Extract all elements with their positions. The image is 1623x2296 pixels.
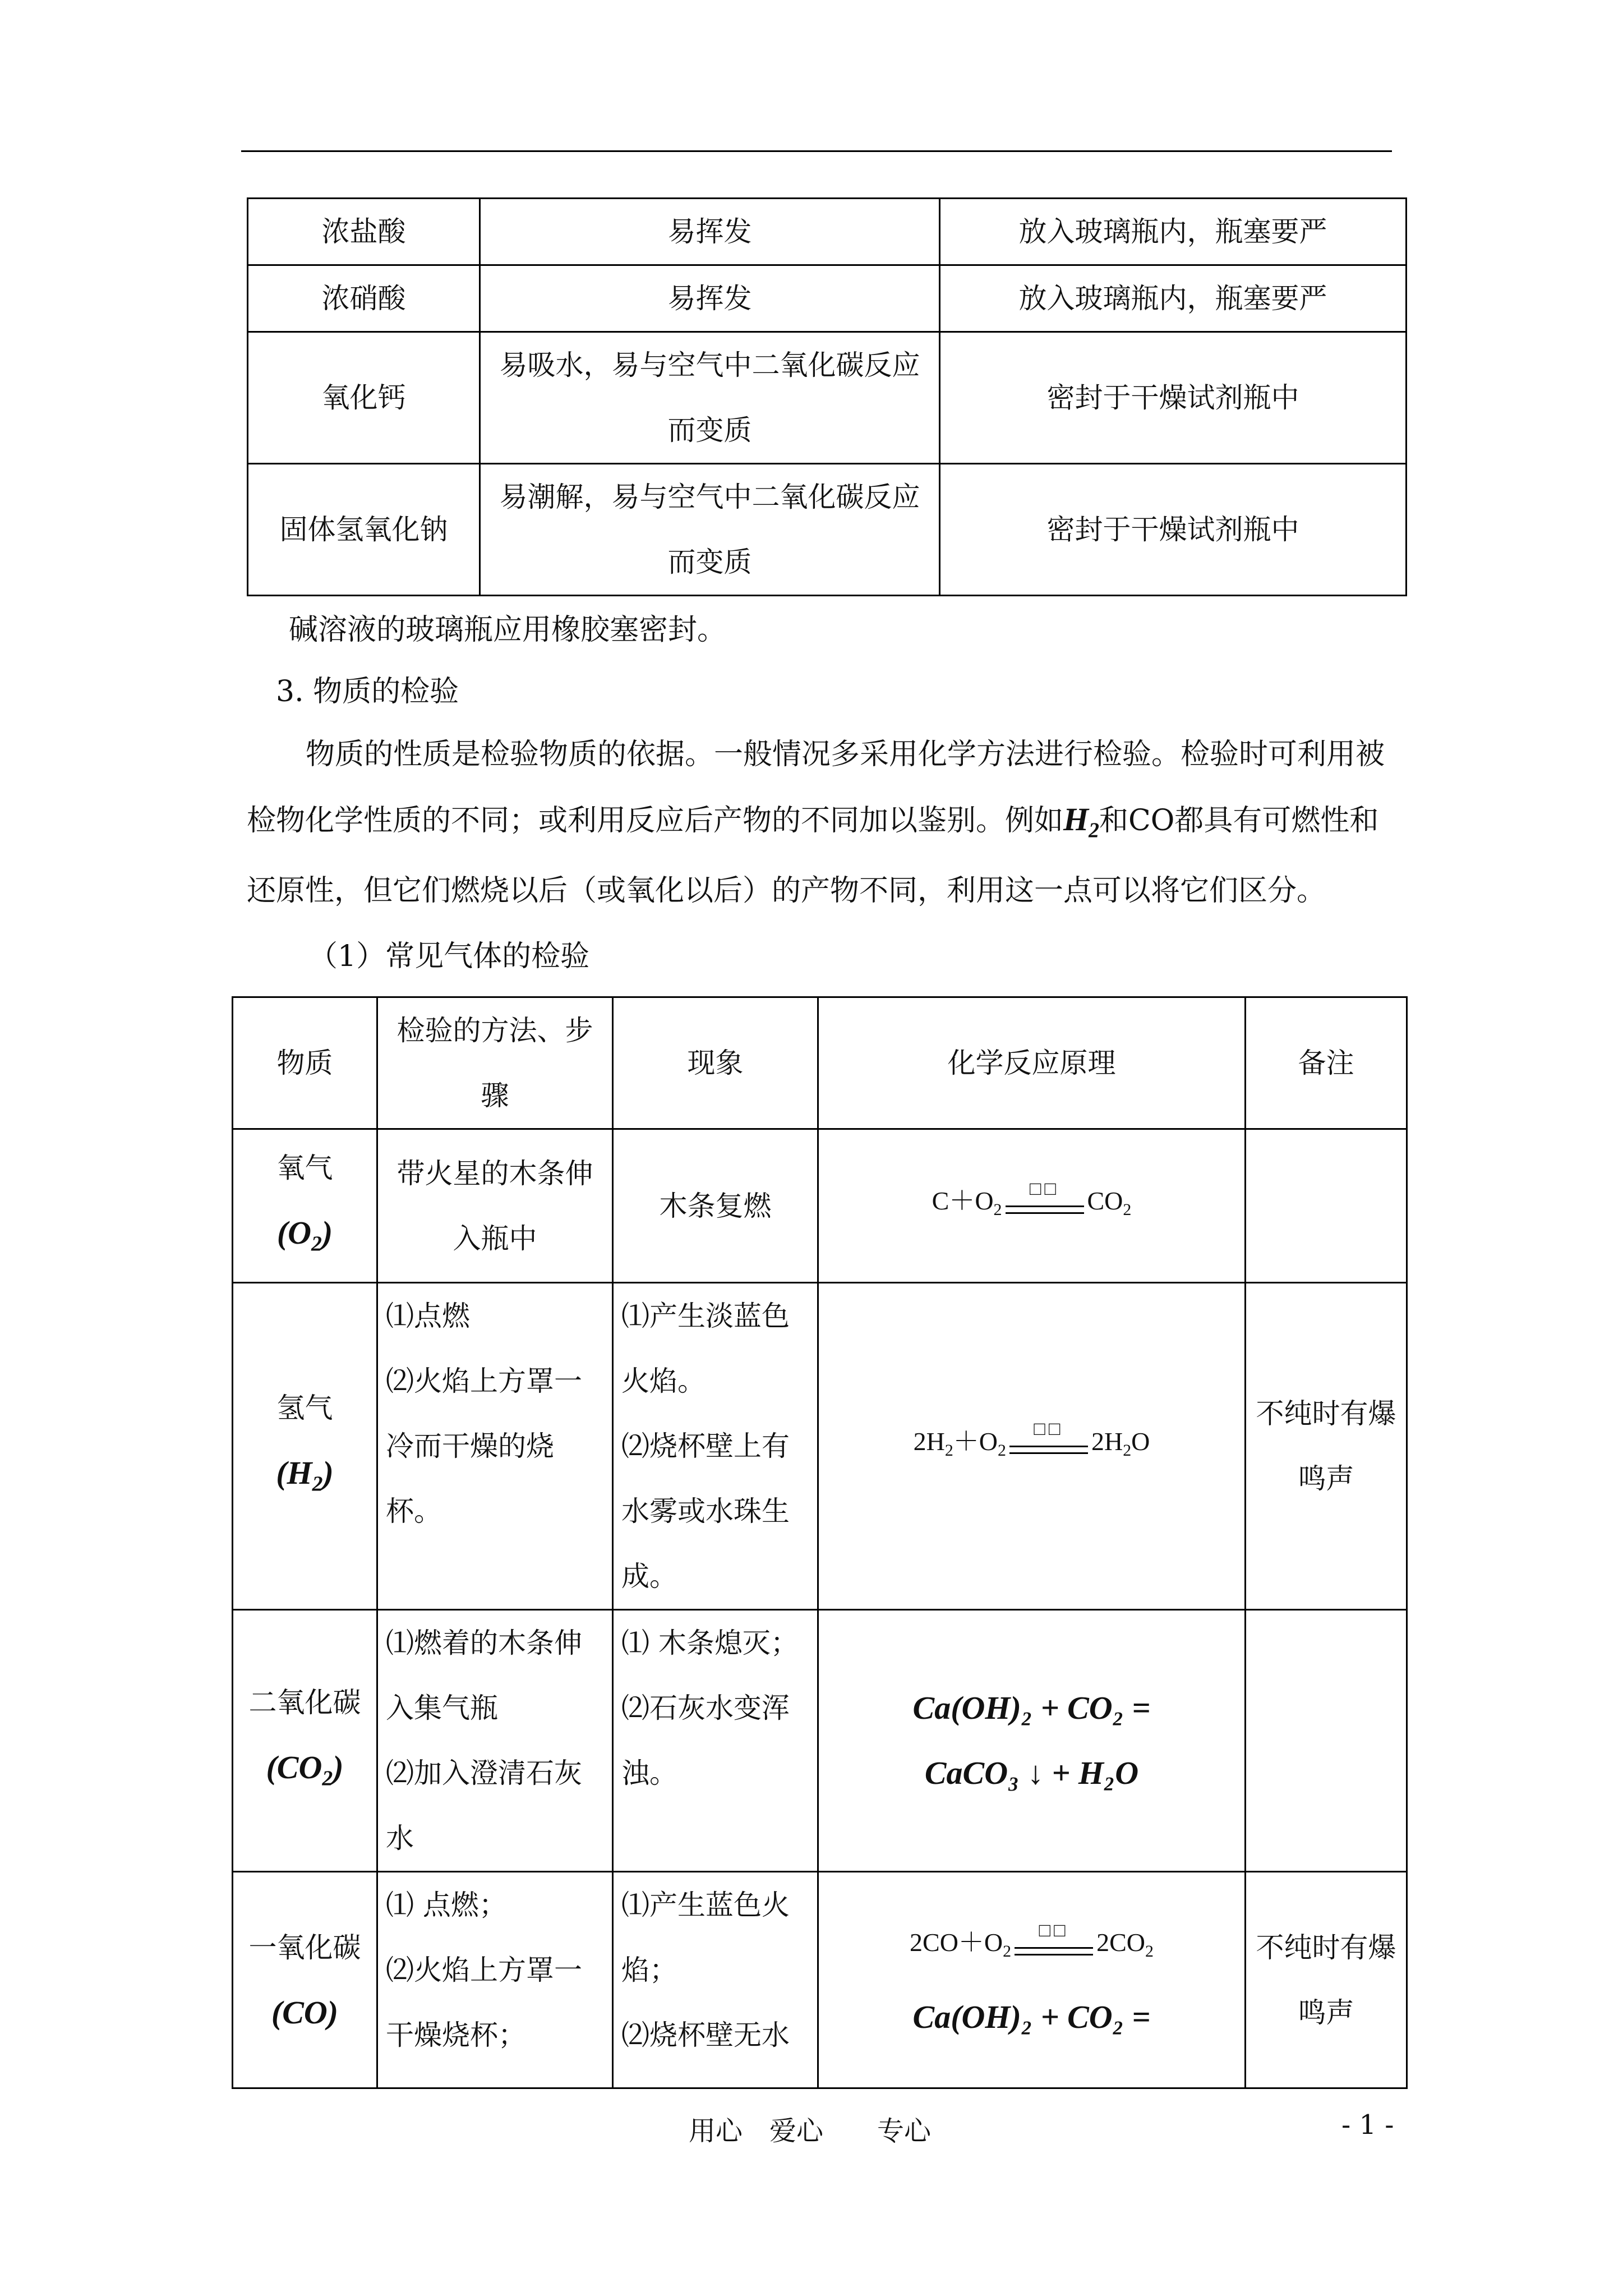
note-alkali: 碱溶液的玻璃瓶应用橡胶塞密封。 (289, 613, 727, 647)
reaction-condition: □□ (1015, 1926, 1093, 1965)
cell-reaction: Ca(OH)₂ + CO₂ = CaCO₃ ↓ + H₂O (818, 1610, 1246, 1872)
table-row (233, 1129, 1407, 1283)
paragraph-line: 物质的性质是检验物质的依据。一般情况多采用化学方法进行检验。检验时可利用被 (306, 738, 1385, 771)
table-row (233, 1283, 1407, 1610)
section-title: 3. 物质的检验 (276, 675, 459, 708)
cell-note: 不纯时有爆鸣声 (1246, 1283, 1407, 1610)
paragraph-text: 和CO都具有可燃性和 (1099, 804, 1379, 838)
cell-property: 易挥发 (480, 199, 940, 265)
gas-detection-table (232, 996, 1408, 2089)
header-cell: 备注 (1246, 997, 1407, 1129)
table-row (248, 265, 1407, 332)
cell-storage: 密封于干燥试剂瓶中 (940, 332, 1407, 464)
table-row (233, 1610, 1407, 1872)
cell-property: 易吸水，易与空气中二氧化碳反应而变质 (480, 332, 940, 464)
page-number: - 1 - (1341, 2109, 1394, 2141)
cell-storage: 放入玻璃瓶内，瓶塞要严 (940, 265, 1407, 332)
cell-note: 不纯时有爆鸣声 (1246, 1872, 1407, 2088)
table-header-row (233, 997, 1407, 1129)
header-cell: 物质 (233, 997, 377, 1129)
footer-motto: 用心 爱心 专心 (689, 2115, 932, 2147)
cell-phenomenon: ⑴产生蓝色火焰； ⑵烧杯壁无水 (613, 1872, 818, 2088)
table-row (233, 1872, 1407, 2088)
table-row (248, 332, 1407, 464)
table-row (248, 464, 1407, 596)
cell-property: 易挥发 (480, 265, 940, 332)
cell-method: ⑴点燃 ⑵火焰上方罩一冷而干燥的烧杯。 (377, 1283, 613, 1610)
table-row (248, 199, 1407, 265)
header-rule (241, 150, 1392, 152)
cell-note (1246, 1610, 1407, 1872)
reaction-condition: □□ (1009, 1424, 1088, 1464)
paragraph-line (247, 797, 1378, 843)
cell-phenomenon: ⑴产生淡蓝色火焰。 ⑵烧杯壁上有水雾或水珠生成。 (613, 1283, 818, 1610)
cell-phenomenon: ⑴ 木条熄灭； ⑵石灰水变浑浊。 (613, 1610, 818, 1872)
cell-note (1246, 1129, 1407, 1283)
cell-phenomenon: 木条复燃 (613, 1129, 818, 1283)
cell-method: ⑴燃着的木条伸入集气瓶 ⑵加入澄清石灰水 (377, 1610, 613, 1872)
cell-storage: 密封于干燥试剂瓶中 (940, 464, 1407, 596)
cell-property: 易潮解，易与空气中二氧化碳反应而变质 (480, 464, 940, 596)
cell-gas: 二氧化碳 $(CO_2)$ (233, 1610, 377, 1872)
cell-method: ⑴ 点燃； ⑵火焰上方罩一干燥烧杯； (377, 1872, 613, 2088)
cell-reaction: $C+O_2$ □□ $CO_2$ (818, 1129, 1246, 1283)
storage-table (247, 197, 1407, 596)
cell-substance: 浓硝酸 (248, 265, 480, 332)
cell-gas: 一氧化碳 (CO) (233, 1872, 377, 2088)
cell-gas: 氧气 $(O_2)$ (233, 1129, 377, 1283)
paragraph-line: 还原性，但它们燃烧以后（或氧化以后）的产物不同，利用这一点可以将它们区分。 (247, 874, 1326, 908)
cell-gas: 氢气 $(H_2)$ (233, 1283, 377, 1610)
cell-substance: 浓盐酸 (248, 199, 480, 265)
h2-formula: $H_2$ (1063, 801, 1099, 843)
header-cell: 检验的方法、步骤 (377, 997, 613, 1129)
cell-reaction: $2H_2+O_2$ □□ $2H_2O$ (818, 1283, 1246, 1610)
cell-substance: 固体氢氧化钠 (248, 464, 480, 596)
header-cell: 现象 (613, 997, 818, 1129)
cell-substance: 氧化钙 (248, 332, 480, 464)
paragraph-text: 检物化学性质的不同；或利用反应后产物的不同加以鉴别。例如 (247, 804, 1064, 838)
cell-reaction: $2CO+O_2$ □□ $2CO_2$ Ca(OH)₂ + CO₂ = (818, 1872, 1246, 2088)
subsection-title: （1）常见气体的检验 (308, 940, 590, 973)
cell-storage: 放入玻璃瓶内，瓶塞要严 (940, 199, 1407, 265)
reaction-condition: □□ (1006, 1184, 1084, 1223)
cell-method: 带火星的木条伸入瓶中 (377, 1129, 613, 1283)
header-cell: 化学反应原理 (818, 997, 1246, 1129)
